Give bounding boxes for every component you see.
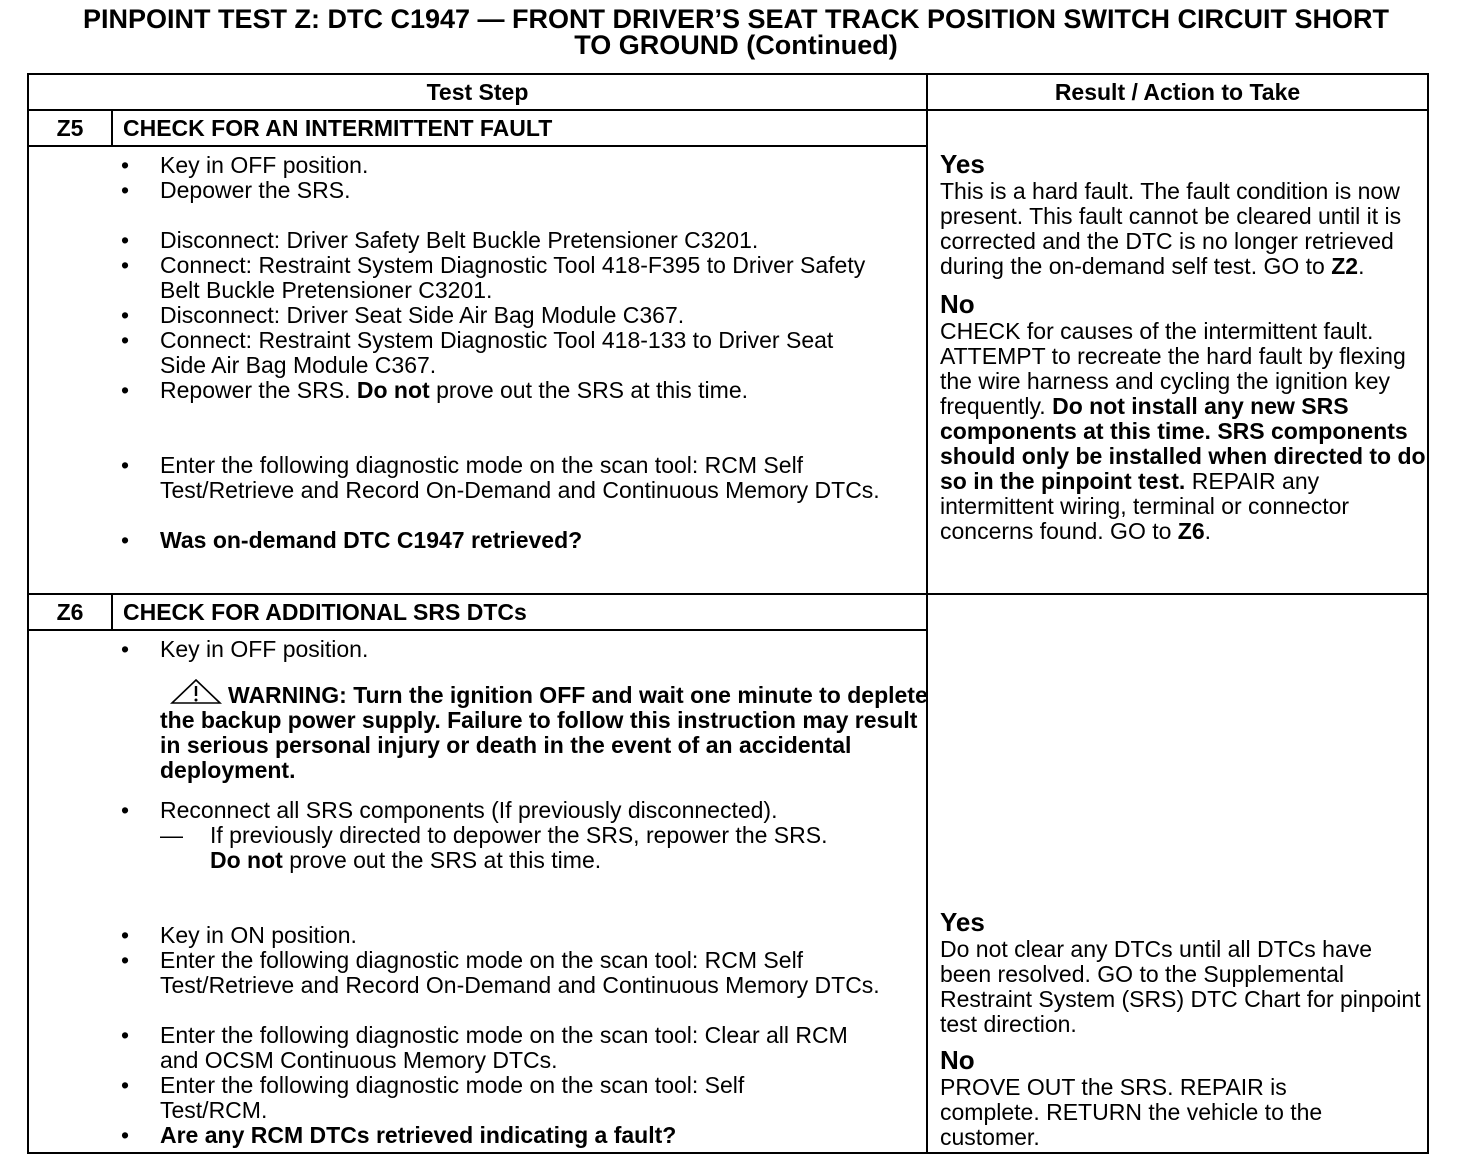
- page-title-line-2: TO GROUND (Continued): [574, 30, 898, 60]
- bullet: •: [121, 947, 130, 973]
- step-title-z5: CHECK FOR AN INTERMITTENT FAULT: [123, 115, 553, 141]
- z5-title-border: [29, 145, 927, 147]
- z5-no-text-a: CHECK for causes of the intermittent fault. ATTEMPT to recreate the hard fault by flexing the wire harness and cycling the ignition key frequently.: [940, 318, 1406, 419]
- z5-yes-goto-z2: Z2: [1331, 253, 1359, 279]
- z6-step-7-question: [160, 1123, 920, 1148]
- z5-no-text-c: REPAIR any intermittent wiring, terminal or connector concerns found. GO to: [940, 468, 1350, 544]
- z6-question-text: Are any RCM DTCs retrieved indicating a fault?: [160, 1122, 677, 1148]
- bullet: •: [121, 797, 130, 823]
- z5-step-6: Connect: Restraint System Diagnostic Tool 418-133 to Driver Seat Side Air Bag Module C367.: [160, 327, 834, 378]
- z5-no-label: No: [940, 289, 975, 319]
- warning-block: [160, 679, 930, 783]
- z5-yes-label: Yes: [940, 149, 985, 179]
- z6-substep-text-a: If previously directed to depower the SRS, repower the SRS.: [210, 822, 828, 848]
- z5-yes-text-c: .: [1358, 253, 1365, 279]
- bullet: •: [121, 227, 130, 253]
- header-test-step: Test Step: [426, 79, 529, 105]
- pinpoint-test-table: [27, 73, 1429, 1154]
- z6-substep-emphasis: Do not: [210, 847, 283, 873]
- z6-step-2: Reconnect all SRS components (If previously disconnected).: [160, 797, 778, 823]
- page-title: [0, 6, 1472, 58]
- step-id-divider-z5: [111, 110, 113, 146]
- z5-step-7-a: Repower the SRS.: [160, 377, 357, 403]
- z5-step-4: Connect: Restraint System Diagnostic Tool 418-F395 to Driver Safety Belt Buckle Pretensioner C3201.: [160, 252, 866, 303]
- warning-text: WARNING: Turn the ignition OFF and wait one minute to deplete the backup power supply. Failure to follow this instruction may result in serious personal injury or death in the event of an accidental deployment.: [160, 682, 928, 783]
- z5-step-8: Enter the following diagnostic mode on the scan tool: RCM Self Test/Retrieve and Record On-Demand and Continuous Memory DTCs.: [160, 452, 880, 503]
- column-divider: [926, 75, 928, 1152]
- z5-step-9-question: [160, 528, 920, 553]
- z5-question-text: Was on-demand DTC C1947 retrieved?: [160, 527, 583, 553]
- bullet: •: [121, 922, 130, 948]
- z5-yes-text-a: This is a hard fault. The fault condition is now present. This fault cannot be cleared until it is corrected and the DTC is no longer retrieved during the on-demand self test. GO to: [940, 178, 1402, 279]
- z5-step-3: Disconnect: Driver Safety Belt Buckle Pretensioner C3201.: [160, 227, 759, 253]
- z6-step-4: Enter the following diagnostic mode on the scan tool: RCM Self Test/Retrieve and Record On-Demand and Continuous Memory DTCs.: [160, 947, 880, 998]
- bullet: •: [121, 152, 130, 178]
- z6-no-label: No: [940, 1045, 975, 1075]
- bullet: •: [121, 636, 130, 662]
- z5-no-goto-z6: Z6: [1177, 518, 1205, 544]
- bullet: •: [121, 327, 130, 353]
- header-result-action: Result / Action to Take: [1054, 79, 1301, 105]
- z6-result: [940, 907, 1426, 1150]
- page-title-line-1: PINPOINT TEST Z: DTC C1947 — FRONT DRIVER’S SEAT TRACK POSITION SWITCH CIRCUIT SHORT: [82, 4, 1390, 34]
- z5-result: [940, 149, 1426, 544]
- z6-step-2-substep: [210, 823, 850, 873]
- sub-step-dash: —: [160, 822, 183, 848]
- z6-step-1: Key in OFF position.: [160, 636, 369, 662]
- z6-yes-label: Yes: [940, 907, 985, 937]
- z6-no-text: PROVE OUT the SRS. REPAIR is complete. RETURN the vehicle to the customer.: [940, 1074, 1323, 1150]
- step-id-z6: Z6: [56, 599, 84, 625]
- z5-step-1: Key in OFF position.: [160, 152, 369, 178]
- z5-step-2: Depower the SRS.: [160, 177, 351, 203]
- z6-step-5: Enter the following diagnostic mode on the scan tool: Clear all RCM and OCSM Continuous Memory DTCs.: [160, 1022, 848, 1073]
- z6-step-6: Enter the following diagnostic mode on the scan tool: Self Test/RCM.: [160, 1072, 745, 1123]
- bullet: •: [121, 1022, 130, 1048]
- warning-triangle-icon: [170, 679, 222, 705]
- z5-no-text: [940, 319, 1426, 544]
- bullet: •: [121, 302, 130, 328]
- z6-step-3: Key in ON position.: [160, 922, 357, 948]
- z5-step-7-emphasis: Do not: [356, 377, 430, 403]
- bullet: •: [121, 1072, 130, 1098]
- bullet: •: [121, 452, 130, 478]
- z5-step-7-c: prove out the SRS at this time.: [429, 377, 749, 403]
- bullet: •: [121, 377, 130, 403]
- step-id-z5: Z5: [56, 115, 84, 141]
- bullet: •: [121, 177, 130, 203]
- z5-step-7: [160, 378, 920, 403]
- bullet: •: [121, 527, 130, 553]
- z6-substep-text-c: prove out the SRS at this time.: [282, 847, 602, 873]
- bullet: •: [121, 1122, 130, 1148]
- z5-yes-text: [940, 179, 1426, 279]
- z6-yes-text: Do not clear any DTCs until all DTCs have been resolved. GO to the Supplemental Restraint System (SRS) DTC Chart for pinpoint test direction.: [940, 936, 1421, 1037]
- step-title-z6: CHECK FOR ADDITIONAL SRS DTCs: [123, 599, 527, 625]
- bullet: •: [121, 252, 130, 278]
- z5-step-5: Disconnect: Driver Seat Side Air Bag Module C367.: [160, 302, 685, 328]
- z5-no-text-emphasis: Do not install any new SRS components at this time. SRS components should only be installed when directed to do so in the pinpoint test.: [940, 393, 1426, 494]
- z5-no-text-e: .: [1204, 518, 1212, 544]
- z6-title-border: [29, 629, 927, 631]
- step-id-divider-z6: [111, 594, 113, 630]
